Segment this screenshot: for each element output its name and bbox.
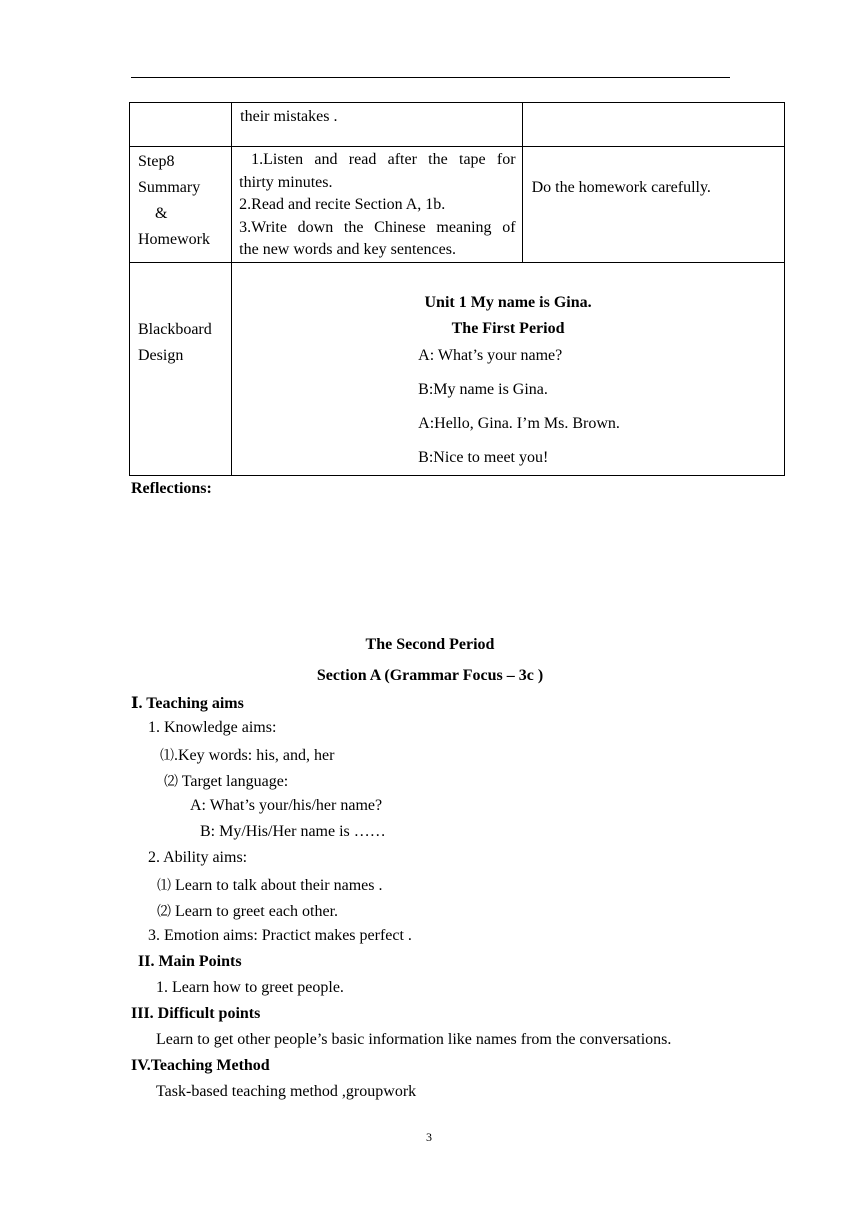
main-points-heading: II. Main Points xyxy=(138,953,242,970)
difficult-point-item: Learn to get other people’s basic information like names from the conversations. xyxy=(156,1031,672,1048)
dialogue-line: A:Hello, Gina. I’m Ms. Brown. xyxy=(418,414,620,432)
ability-item: ⑴ Learn to talk about their names . xyxy=(157,877,383,894)
blackboard-label-line: Design xyxy=(138,346,184,364)
table-row xyxy=(130,262,785,475)
homework-line: the new words and key sentences. xyxy=(239,241,456,258)
table-cell xyxy=(522,147,784,263)
list-marker: ⑴ xyxy=(157,879,171,894)
blackboard-label xyxy=(130,263,231,369)
table-cell xyxy=(522,103,784,147)
table-row xyxy=(130,147,785,263)
table-cell xyxy=(232,147,522,263)
section-subtitle: Section A (Grammar Focus – 3c ) xyxy=(316,667,544,684)
dialogue-line: A: What’s your name? xyxy=(418,346,563,364)
homework-line: thirty minutes. xyxy=(239,173,333,191)
table-cell xyxy=(130,262,232,475)
reflections-heading: Reflections: xyxy=(131,480,212,497)
homework-line: 2.Read and recite Section A, 1b. xyxy=(239,196,446,213)
page-number: 3 xyxy=(426,1130,432,1144)
cell-text: their mistakes . xyxy=(240,108,338,125)
teaching-aims-heading: Ⅰ. Teaching aims xyxy=(131,695,244,712)
step-summary: Summary xyxy=(138,179,201,196)
target-line-a: A: What’s your/his/her name? xyxy=(190,797,383,814)
homework-note: Do the homework carefully. xyxy=(531,179,711,197)
blackboard-subtitle: The First Period xyxy=(451,319,565,337)
ability-aims: 2. Ability aims: xyxy=(148,849,248,866)
main-point-item: 1. Learn how to greet people. xyxy=(156,979,344,996)
blackboard-label-line: Blackboard xyxy=(138,320,212,338)
emotion-aims: 3. Emotion aims: Practict makes perfect . xyxy=(148,927,412,944)
homework-list xyxy=(232,147,521,262)
lesson-plan-table xyxy=(129,102,785,476)
table-cell xyxy=(232,103,522,147)
blackboard-title: Unit 1 My name is Gina. xyxy=(424,293,592,311)
table-cell xyxy=(130,147,232,263)
target-language: ⑵ Target language: xyxy=(164,773,289,790)
homework-line: 1.Listen and read after the tape for xyxy=(251,151,516,168)
step-number: Step8 xyxy=(138,153,175,170)
knowledge-aims: 1. Knowledge aims: xyxy=(148,719,277,736)
step-homework: Homework xyxy=(138,231,210,248)
dialogue-line: B:My name is Gina. xyxy=(418,380,548,398)
dialogue-line: B:Nice to meet you! xyxy=(418,448,549,466)
teaching-method-item: Task-based teaching method ,groupwork xyxy=(156,1083,417,1100)
table-row xyxy=(130,103,785,147)
section-title: The Second Period xyxy=(365,636,495,653)
list-marker: ⑴ xyxy=(160,749,174,764)
key-words: ⑴.Key words: his, and, her xyxy=(160,747,335,764)
difficult-points-heading: III. Difficult points xyxy=(131,1005,261,1022)
teaching-method-heading: IV.Teaching Method xyxy=(131,1057,270,1074)
homework-line: 3.Write down the Chinese meaning of xyxy=(239,218,516,236)
step-label xyxy=(130,147,231,253)
blackboard-design xyxy=(232,262,785,475)
target-line-b: B: My/His/Her name is …… xyxy=(200,823,386,840)
table-cell xyxy=(130,103,232,147)
list-marker: ⑵ xyxy=(157,905,171,920)
list-marker: ⑵ xyxy=(164,775,178,790)
ability-item: ⑵ Learn to greet each other. xyxy=(157,903,339,920)
step-amp: & xyxy=(155,205,168,222)
header-rule xyxy=(131,77,730,78)
